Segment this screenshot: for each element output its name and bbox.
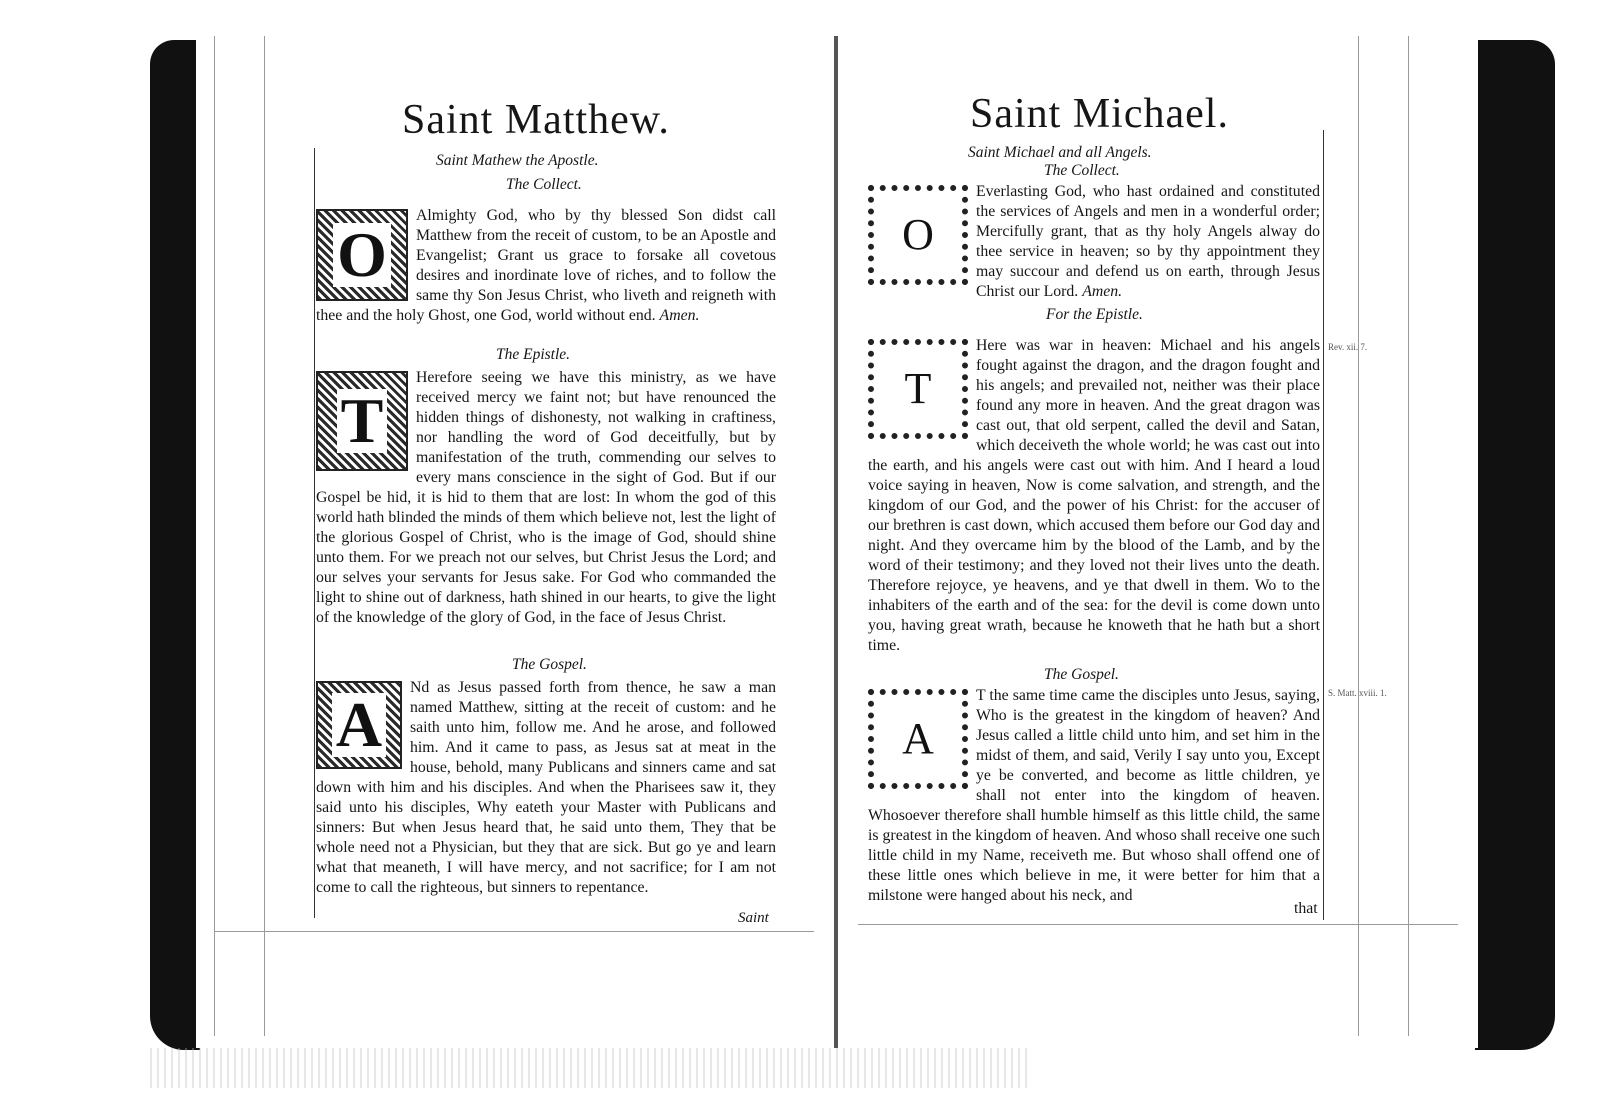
right-page xyxy=(838,36,1478,1048)
page-frame-rule xyxy=(1408,36,1409,1036)
epistle-text: T Here was war in heaven: Michael and his angels fought against the dragon, and the dragon fought and his angels; and prevailed not, neither was their place found any more in heaven. And the great dragon was cast out, that old serpent, called the devil and Satan, which deceiveth the whole world; he was cast out into the earth, and his angels were cast out with him. And I heard a loud voice saying in heaven, Now is come salvation, and strength, and the kingdom of our God, and the power of his Christ: for the accuser of our brethren is cast down, which accused them before our God day and night. And they overcame him by the blood of the Lamb, and by the word of their testimony; and they loved not their lives unto the death. Therefore rejoyce, ye heavens, and ye that dwell in them. Wo to the inhabiters of the earth and of the sea: for the devil is come down unto you, having great wrath, because he knoweth that he hath but a short time. xyxy=(868,337,1320,654)
gospel-heading: The Gospel. xyxy=(512,656,587,673)
page-frame-rule xyxy=(858,924,1458,925)
scan-noise xyxy=(150,1048,1030,1088)
collect-heading: The Collect. xyxy=(506,176,582,193)
gospel-heading: The Gospel. xyxy=(1044,666,1119,683)
ornamental-initial: A xyxy=(868,689,968,789)
margin-reference: S. Matt. xviii. 1. xyxy=(1328,688,1387,698)
margin-reference: Rev. xii. 7. xyxy=(1328,342,1368,352)
text-column-rule xyxy=(314,148,315,918)
gospel-text: A Nd as Jesus passed forth from thence, he saw a man named Matthew, sitting at the receit of custom: and he saith unto him, follow me. And he arose, and followed him. And it came to pass, as Jesus sat at meat in the house, behold, many Publicans and sinners came and sat down with him and his disciples. And when the Pharisees saw it, they said unto his disciples, Why eateth your Master with Publicans and sinners: But when Jesus heard that, he said unto them, They that be whole need not a Physician, but they that are sick. But go ye and learn what that meaneth, I will have mercy, and not sacrifice; for I am not come to call the righteous, but sinners to repentance. xyxy=(316,679,776,896)
ornamental-initial: T xyxy=(868,339,968,439)
page-frame-rule xyxy=(1358,36,1359,1036)
epistle-heading: For the Epistle. xyxy=(1046,306,1143,323)
drop-cap-initial: T xyxy=(316,371,408,471)
amen: Amen. xyxy=(1082,283,1123,300)
page-title: Saint Matthew. xyxy=(402,97,670,143)
text-column-rule xyxy=(1323,130,1324,920)
catchword: that xyxy=(1294,900,1318,917)
book-edge-right xyxy=(1475,40,1555,1050)
page-frame-rule xyxy=(214,36,215,1036)
gospel-text: A T the same time came the disciples unto Jesus, saying, Who is the greatest in the kingdom of heaven? And Jesus called a little child unto him, and set him in the midst of them, and said, Verily I say unto you, Except ye be converted, and become as little children, ye shall not enter into the kingdom of heaven. Whosoever therefore shall humble himself as this little child, the same is greatest in the kingdom of heaven. And whoso shall receive one such little child in my Name, receiveth me. But whoso shall offend one of these little ones which believe in me, it were better for him that a milstone were hanged about his neck, and xyxy=(868,687,1320,904)
page-title: Saint Michael. xyxy=(970,91,1229,137)
drop-cap-initial: O xyxy=(316,209,408,301)
collect-heading: The Collect. xyxy=(1044,162,1120,179)
collect-text: O Almighty God, who by thy blessed Son didst call Matthew from the receit of custom, to be an Apostle and Evangelist; Grant us grace to forsake all covetous desires and inordinate love of riches, and to follow the same thy Son Jesus Christ, who liveth and reigneth with thee and the holy Ghost, one God, world without end. Amen. xyxy=(316,207,776,324)
book-edge-left xyxy=(150,40,200,1050)
feast-subtitle: Saint Michael and all Angels. xyxy=(968,144,1152,161)
feast-subtitle: Saint Mathew the Apostle. xyxy=(436,152,599,169)
ornamental-initial: O xyxy=(868,185,968,285)
drop-cap-initial: A xyxy=(316,681,402,769)
epistle-text: T Herefore seeing we have this ministry, as we have received mercy we faint not; but have renounced the hidden things of dishonesty, not walking in craftiness, nor handling the word of God deceitfully, but by manifestation of the truth, commending our selves to every mans conscience in the sight of God. But if our Gospel be hid, it is hid to them that are lost: In whom the god of this world hath blinded the minds of them which believe not, lest the light of the glorious Gospel of Christ, who is the image of God, should shine unto them. For we preach not our selves, but Christ Jesus the Lord; and our selves your servants for Jesus sake. For God who commanded the light to shine out of darkness, hath shined in our hearts, to give the light of the knowledge of the glory of God, in the face of Jesus Christ. xyxy=(316,369,776,626)
left-page xyxy=(196,36,838,1048)
catchword: Saint xyxy=(738,910,769,926)
collect-text: O Everlasting God, who hast ordained and constituted the services of Angels and men in a wonderful order; Mercifully grant, that as thy holy Angels alway do thee service in heaven; so by thy appointment they may succour and defend us on earth, through Jesus Christ our Lord. Amen. xyxy=(868,182,1320,302)
amen: Amen. xyxy=(659,307,700,324)
epistle-heading: The Epistle. xyxy=(496,346,571,363)
page-frame-rule xyxy=(214,931,814,932)
page-frame-rule xyxy=(264,36,265,1036)
